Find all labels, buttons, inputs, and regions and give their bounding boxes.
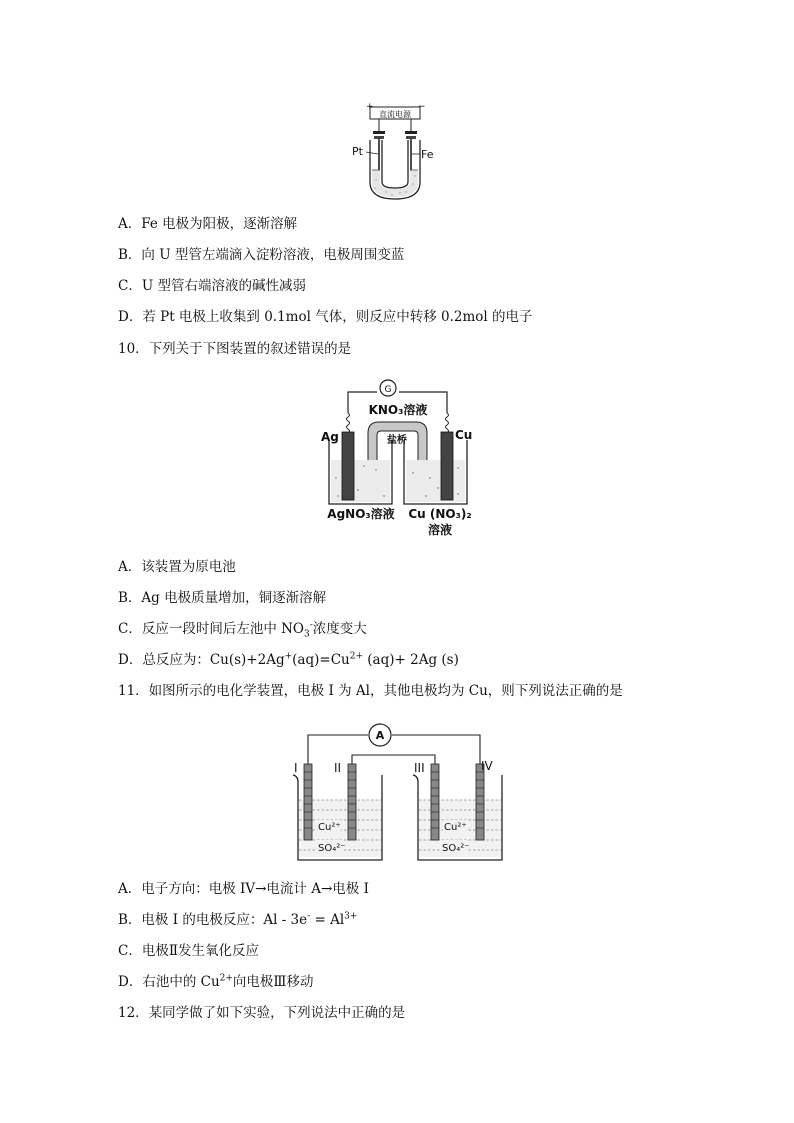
- electrode-iii-label: III: [414, 761, 425, 775]
- electrode-ii-label: II: [334, 761, 342, 775]
- right-cell-cu-ion: Cu²⁺: [444, 822, 467, 833]
- q9-option-a: A．Fe 电极为阳极，逐渐溶解: [118, 216, 298, 232]
- q10-option-d: D．总反应为：$Cu(s)+2Ag^+(aq)=Cu^{2+}$ (aq)+ 2Ag (s): [118, 651, 459, 668]
- left-cell-sulfate-ion: SO₄²⁻: [318, 843, 346, 854]
- electrode-i-label: I: [294, 761, 298, 775]
- electrode-iv-label: IV: [481, 759, 493, 773]
- agno3-solution-label: AgNO₃溶液: [327, 507, 395, 521]
- salt-bridge-label: 盐桥: [387, 435, 407, 446]
- cu-label: Cu: [455, 428, 473, 442]
- q11-option-c: C．电极Ⅱ发生氧化反应: [118, 943, 260, 959]
- q9-option-c: C．U 型管右端溶液的碱性减弱: [118, 278, 306, 294]
- q12-stem: 12．某同学做了如下实验，下列说法中正确的是: [118, 1005, 406, 1021]
- ammeter-label: A: [375, 729, 385, 742]
- plus-sign: +: [366, 102, 374, 112]
- q11-option-a: A．电子方向：电极 IV→电流计 A→电极 I: [118, 881, 369, 897]
- minus-sign: −: [418, 102, 426, 112]
- ag-label: Ag: [321, 430, 339, 444]
- cuno32-solution-label: Cu (NO₃)₂: [408, 507, 472, 521]
- galvanometer-label: G: [384, 385, 392, 395]
- electrode-iii: [431, 764, 439, 840]
- figure-two-cell-device: [288, 720, 508, 870]
- electrode-ii: [348, 764, 356, 840]
- q11-stem: 11．如图所示的电化学装置，电极 I 为 Al，其他电极均为 Cu，则下列说法正确的是: [118, 683, 623, 699]
- ag-electrode: [342, 432, 354, 500]
- q9-option-b: B．向 U 型管左端滴入淀粉溶液，电极周围变蓝: [118, 247, 405, 263]
- cu-electrode: [441, 432, 453, 500]
- electrode-iv: [476, 764, 484, 840]
- fe-label: Fe: [421, 148, 434, 161]
- power-supply-label: 直流电源: [379, 110, 411, 119]
- figure-galvanic-cell: [318, 378, 480, 540]
- kno3-solution-label: KNO₃溶液: [368, 403, 428, 417]
- q10-option-a: A．该装置为原电池: [118, 559, 236, 575]
- q9-option-d: D．若 Pt 电极上收集到 0.1mol 气体，则反应中转移 0.2mol 的电子: [118, 309, 533, 325]
- q10-option-c: C．反应一段时间后左池中 $NO_3^-$浓度变大: [118, 620, 367, 640]
- q10-stem: 10．下列关于下图装置的叙述错误的是: [118, 341, 352, 357]
- pt-label: Pt: [352, 145, 363, 158]
- cuno32-solution-label-2: 溶液: [427, 523, 453, 537]
- q11-option-d: D．右池中的 $Cu^{2+}$向电极Ⅲ移动: [118, 973, 314, 990]
- q10-option-b: B．Ag 电极质量增加，铜逐渐溶解: [118, 590, 327, 606]
- left-cell-cu-ion: Cu²⁺: [318, 822, 341, 833]
- figure-u-tube-electrolysis: [350, 100, 450, 200]
- electrode-i: [304, 764, 312, 840]
- right-cell-sulfate-ion: SO₄²⁻: [442, 843, 470, 854]
- q11-option-b: B．电极 I 的电极反应：$Al - 3e^- = Al^{3+}$: [118, 911, 358, 928]
